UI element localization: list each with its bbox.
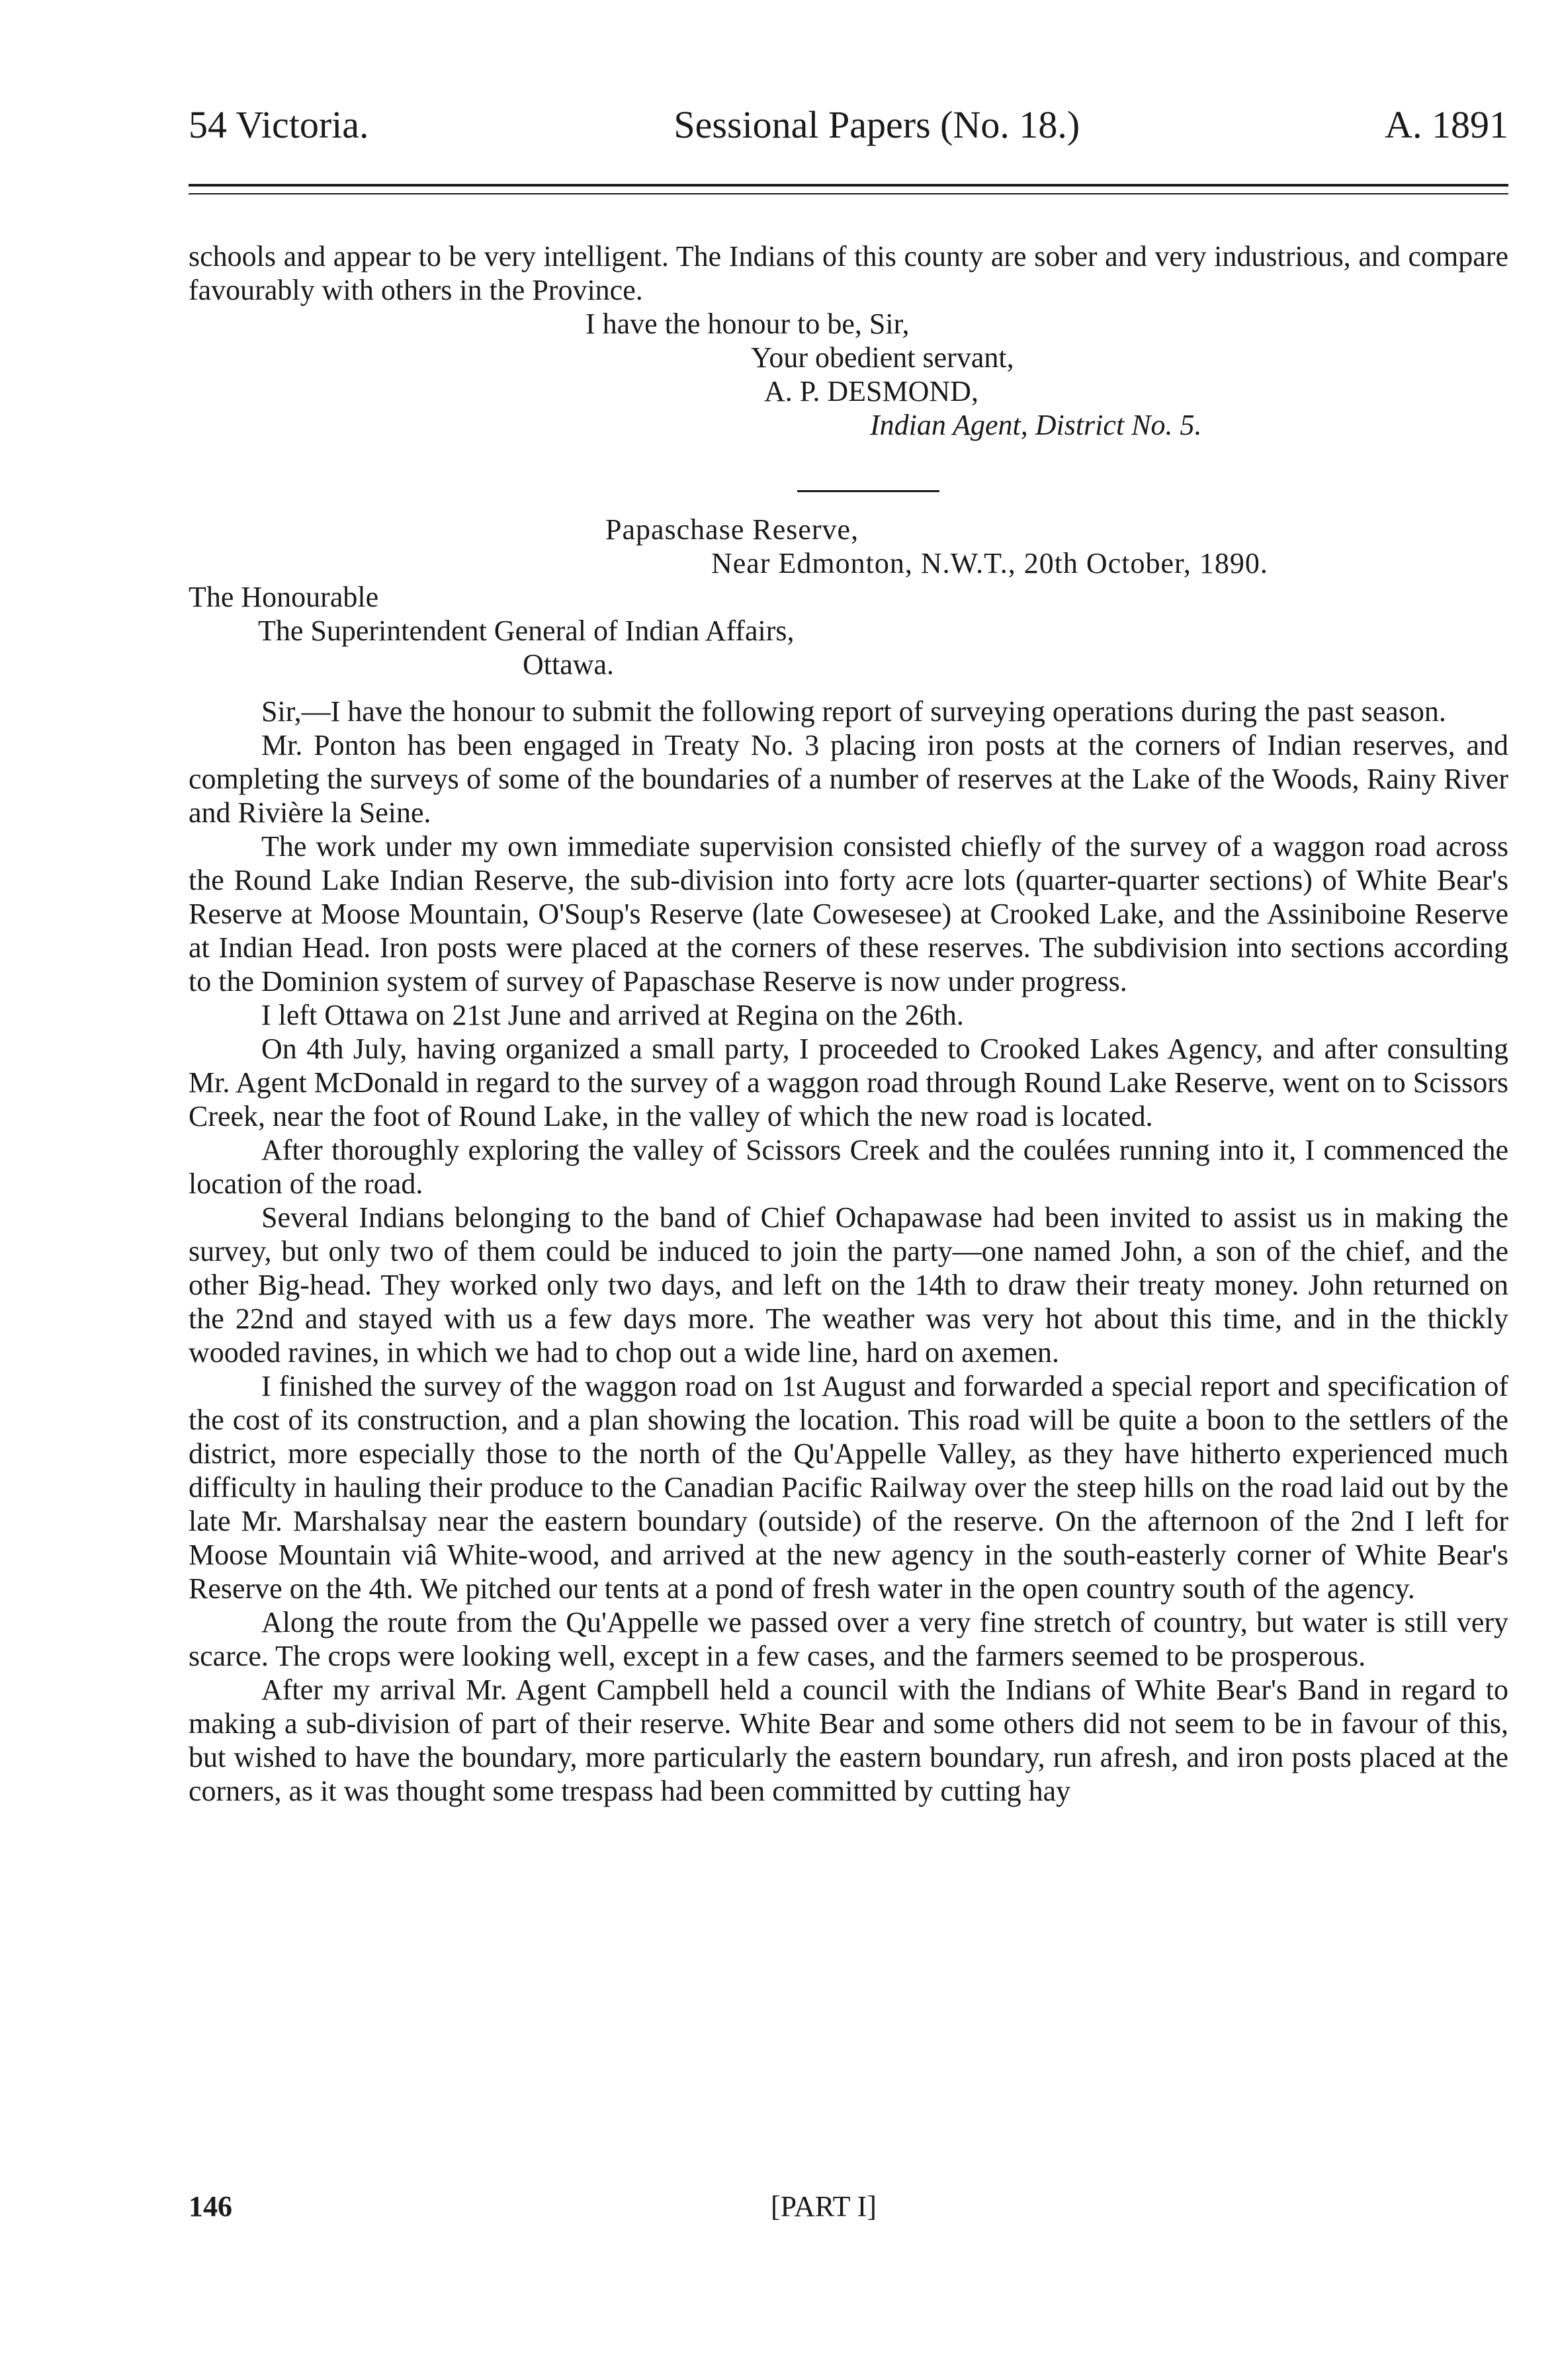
page-footer: [189, 2189, 1508, 2223]
address-line-2: Near Edmonton, N.W.T., 20th October, 1890.: [711, 547, 1268, 579]
header-rule-thick: [189, 184, 1508, 187]
signatory-name: A. P. DESMOND,: [764, 375, 978, 407]
recipient-line-2: The Superintendent General of Indian Affairs,: [258, 615, 795, 647]
continuation-paragraph: schools and appear to be very intelligent. The Indians of this county are sober and very industrious, and compare favourably with others in the Province.: [189, 240, 1508, 306]
closing-obedient: Your obedient servant,: [751, 341, 1014, 374]
paragraph: On 4th July, having organized a small party, I proceeded to Crooked Lakes Agency, and after consulting Mr. Agent McDonald in regard to the survey of a waggon road through Round Lake Reserve, went on to Scissors Creek, near the foot of Round Lake, in the valley of which the new road is located.: [189, 1033, 1508, 1132]
signatory-title: Indian Agent, District No. 5.: [870, 409, 1202, 441]
recipient-line-3: Ottawa.: [523, 648, 615, 681]
paragraph: The work under my own immediate supervision consisted chiefly of the survey of a waggon road across the Round Lake Indian Reserve, the sub-division into forty acre lots (quarter-quarter sections) of White Bear's Reserve at Moose Mountain, O'Soup's Reserve (late Cowesesee) at Crooked Lake, and the Assiniboine Reserve at Indian Head. Iron posts were placed at the corners of these reserves. The subdivision into sections according to the Dominion system of survey of Papaschase Reserve is now under progress.: [189, 830, 1508, 998]
header-title: Sessional Papers (No. 18.): [673, 103, 1080, 146]
paragraph: After my arrival Mr. Agent Campbell held a council with the Indians of White Bear's Band in regard to making a sub-division of part of their reserve. White Bear and some others did not seem to be in favour of this, but wished to have the boundary, more particularly the eastern boundary, run afresh, and iron posts placed at the corners, as it was thought some trespass had been committed by cutting hay: [189, 1674, 1508, 1807]
paragraph: Along the route from the Qu'Appelle we passed over a very fine stretch of country, but water is still very scarce. The crops were looking well, except in a few cases, and the farmers seemed to be prosperous.: [189, 1606, 1508, 1672]
header-session: 54 Victoria.: [189, 103, 369, 146]
survey-report-letter: [189, 513, 1508, 1808]
closing-salutation: I have the honour to be, Sir,: [585, 308, 910, 340]
paragraph: I finished the survey of the waggon road on 1st August and forwarded a special report and specification of the cost of its construction, and a plan showing the location. This road will be quite a boon to the settlers of the district, more especially those to the north of the Qu'Appelle Valley, as they have hitherto experienced much difficulty in hauling their produce to the Canadian Pacific Railway over the steep hills on the road laid out by the late Mr. Marshalsay near the eastern boundary (outside) of the reserve. On the afternoon of the 2nd I left for Moose Mountain viâ White-wood, and arrived at the new agency in the south-easterly corner of White Bear's Reserve on the 4th. We pitched our tents at a pond of fresh water in the open country south of the agency.: [189, 1370, 1508, 1605]
address-line-1: Papaschase Reserve,: [605, 513, 859, 546]
paragraph: Several Indians belonging to the band of Chief Ochapawase had been invited to assist us in making the survey, but only two of them could be induced to join the party—one named John, a son of the chief, and the other Big-head. They worked only two days, and left on the 14th to draw their treaty money. John returned on the 22nd and stayed with us a few days more. The weather was very hot about this time, and in the thickly wooded ravines, in which we had to chop out a wide line, hard on axemen.: [189, 1201, 1508, 1369]
paragraph: I left Ottawa on 21st June and arrived at Regina on the 26th.: [261, 999, 964, 1031]
recipient-line-1: The Honourable: [189, 581, 379, 613]
page-number: 146: [189, 2190, 232, 2223]
paragraph: After thoroughly exploring the valley of Scissors Creek and the coulées running into it, I commenced the location of the road.: [189, 1134, 1508, 1200]
paragraph: Mr. Ponton has been engaged in Treaty No. 3 placing iron posts at the corners of Indian reserves, and completing the surveys of some of the boundaries of a number of reserves at the Lake of the Woods, Rainy River and Rivière la Seine.: [189, 729, 1508, 829]
part-label: [PART I]: [771, 2190, 877, 2223]
paragraph: Sir,—I have the honour to submit the following report of surveying operations during the past season.: [261, 695, 1446, 728]
running-header: [189, 103, 1508, 146]
header-rule-thin: [189, 193, 1508, 194]
previous-letter-closing: [189, 239, 1508, 442]
header-year: A. 1891: [1385, 103, 1508, 146]
section-separator: [797, 490, 939, 492]
